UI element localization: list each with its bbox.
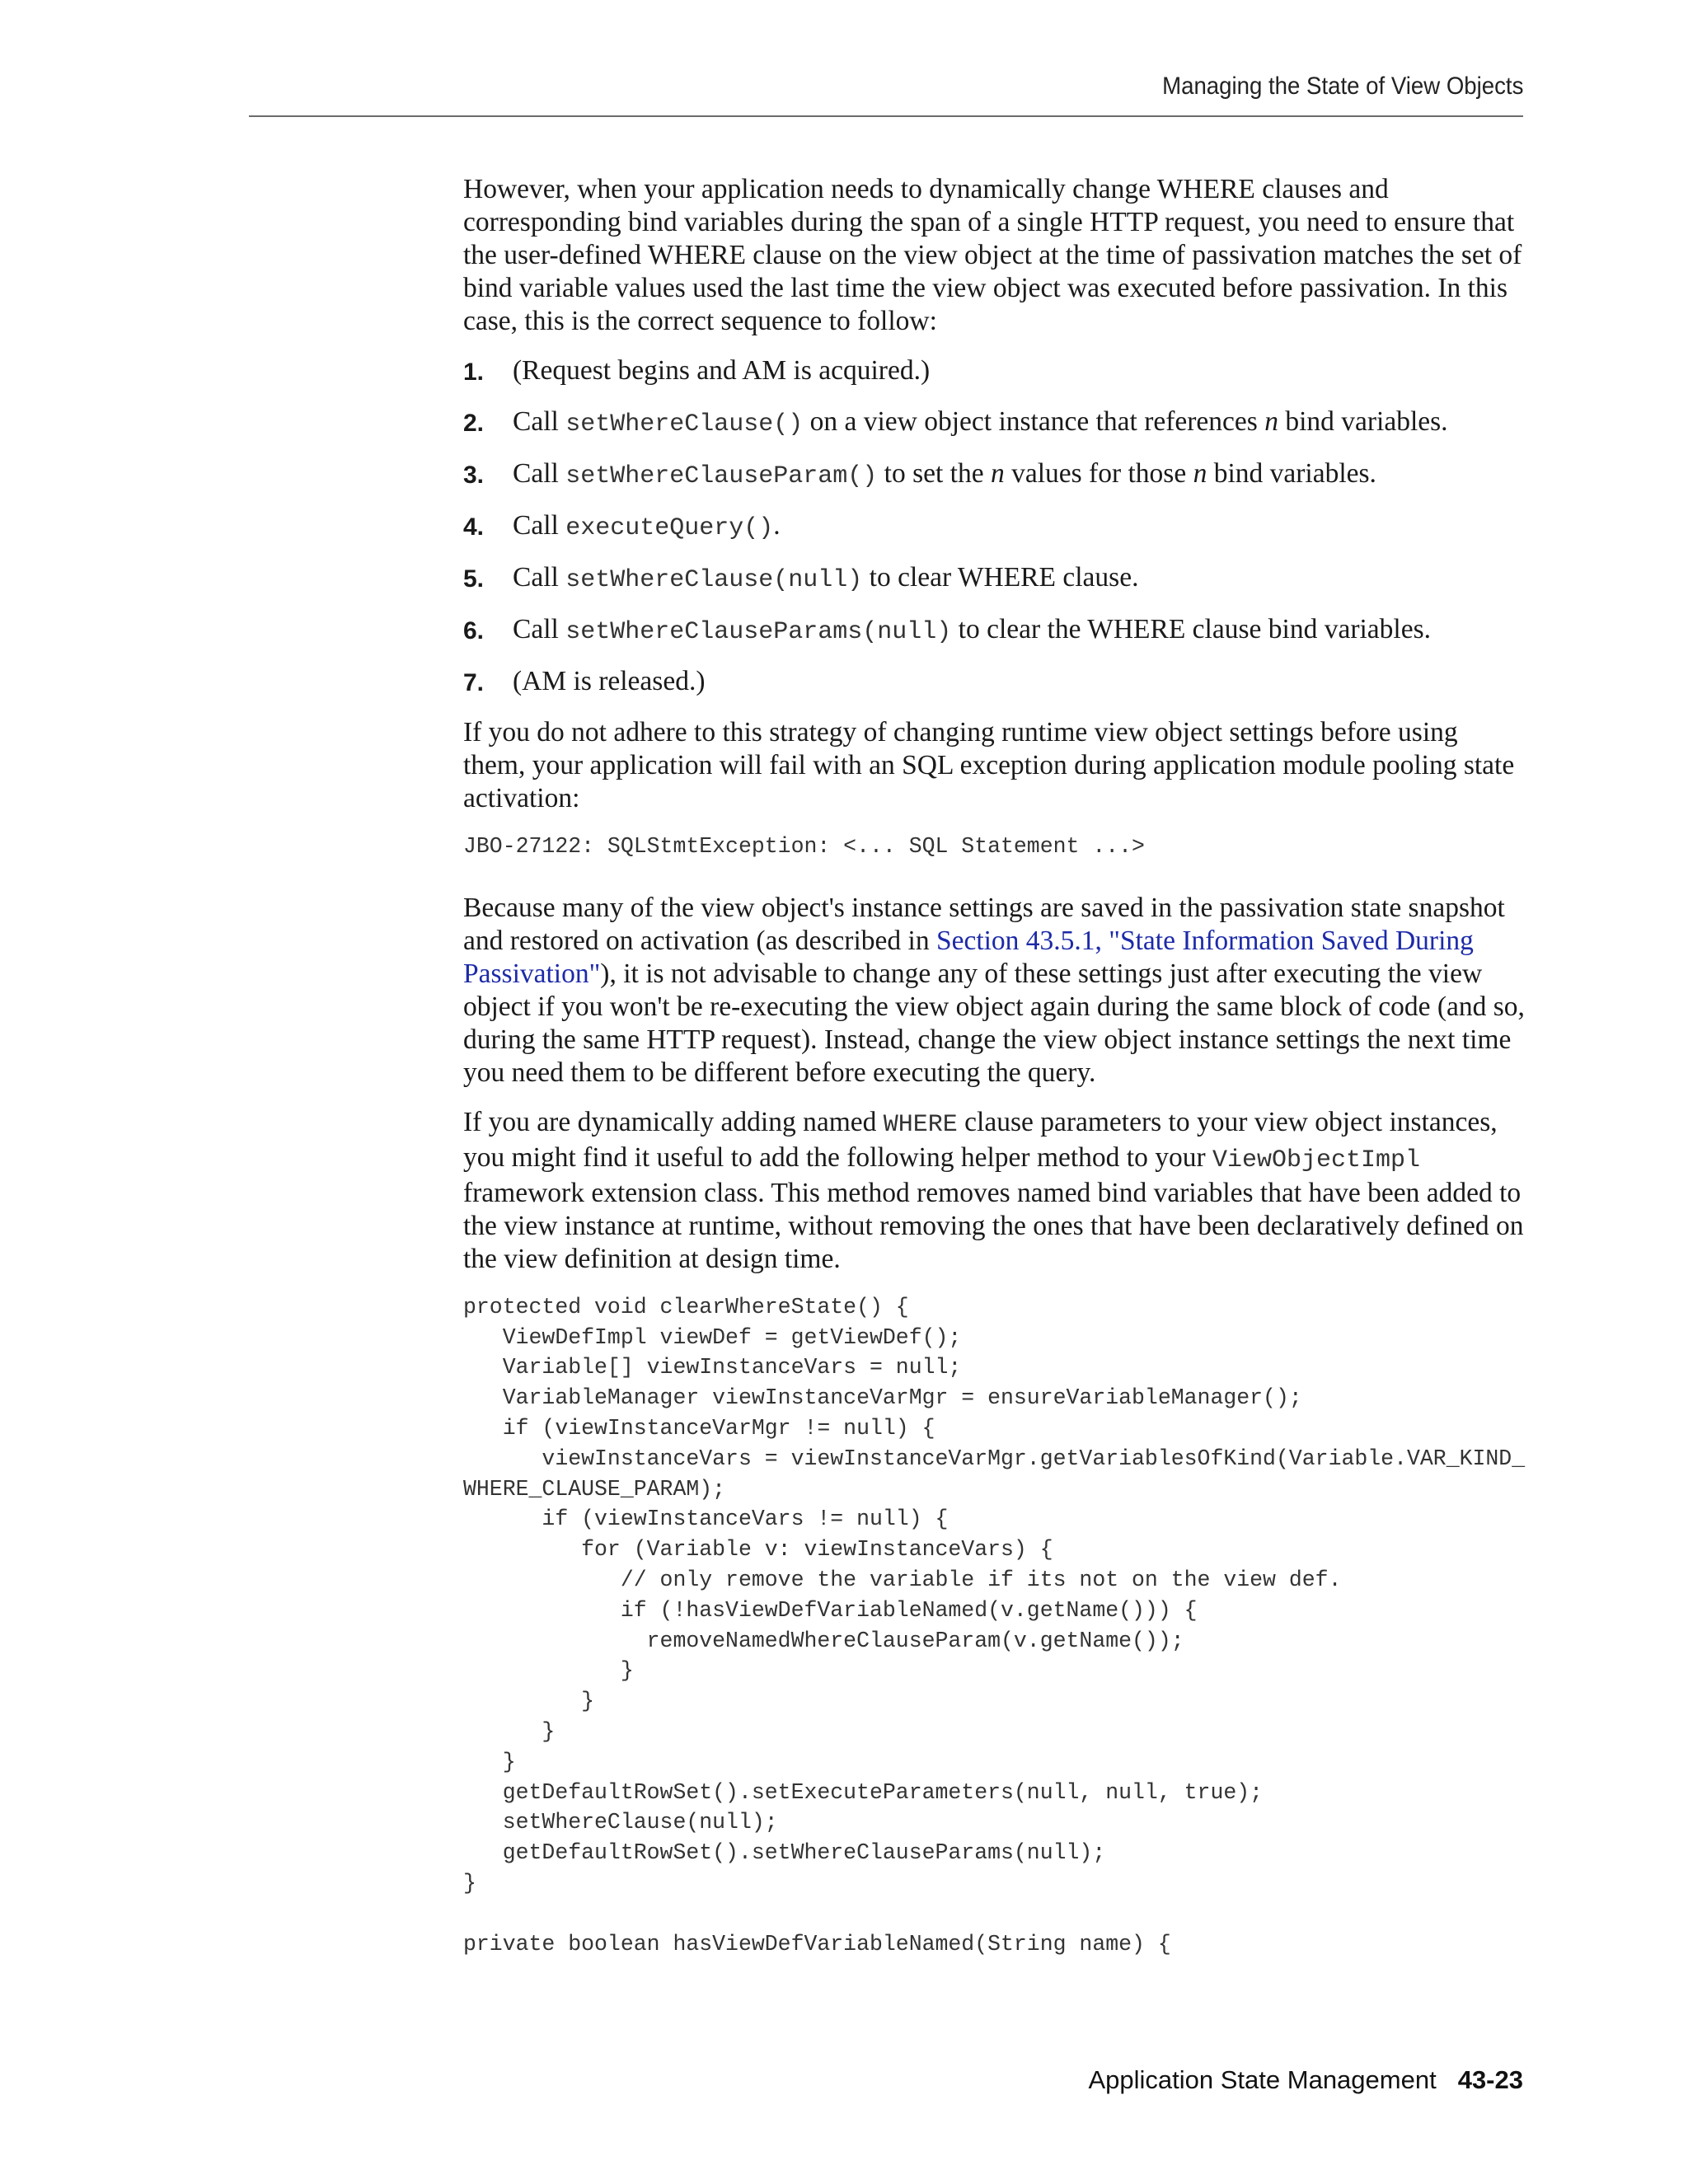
steps-list <box>463 354 1526 700</box>
italic-term: n <box>1264 406 1278 437</box>
step-number: 2. <box>463 410 485 437</box>
list-item <box>463 613 1526 649</box>
step-number: 4. <box>463 513 485 541</box>
step-number: 3. <box>463 462 485 489</box>
list-item <box>463 457 1526 493</box>
inline-code: setWhereClause(null) <box>565 566 863 594</box>
step-number: 7. <box>463 669 485 696</box>
section-link[interactable]: Section 43.5.1, "State Information Saved During Passivation" <box>463 925 1474 989</box>
step-text: (AM is released.) <box>513 666 706 696</box>
inline-code: executeQuery() <box>565 514 774 542</box>
inline-code: setWhereClauseParams(null) <box>565 618 952 646</box>
intro-paragraph: However, when your application needs to dynamically change WHERE clauses and corresponding bind variables during the span of a single HTTP request, you need to ensure that the user-defined WHERE clause on the view object at the time of passivation matches the set of bind variable values used the last time the view object was executed before passivation. In this case, this is the correct sequence to follow: <box>463 174 1522 336</box>
footer-section-title: Application State Management <box>1088 2065 1437 2094</box>
step-text: (Request begins and AM is acquired.) <box>513 355 931 386</box>
list-item <box>463 405 1526 441</box>
step-text: Call executeQuery(). <box>513 510 781 542</box>
inline-code: setWhereClauseParam() <box>565 462 878 490</box>
inline-code: ViewObjectImpl <box>1212 1146 1421 1174</box>
step-number: 5. <box>463 565 485 593</box>
exception-code-block: JBO-27122: SQLStmtException: <... SQL Statement ...> <box>463 834 1145 859</box>
page-footer <box>1088 2065 1523 2095</box>
helper-paragraph: If you are dynamically adding named WHERE clause parameters to your view object instances, you might find it useful to add the following helper method to your ViewObjectImpl framework extension class. This method removes named bind variables that have been added to the view instance at runtime, without removing the ones that have been declaratively defined on the view definition at design time. <box>463 1106 1524 1274</box>
page-body <box>463 173 1526 1989</box>
italic-term: n <box>990 458 1005 489</box>
page-number: 43-23 <box>1457 2065 1523 2094</box>
step-text: Call setWhereClauseParams(null) to clear the WHERE clause bind variables. <box>513 614 1431 646</box>
step-text: Call setWhereClauseParam() to set the n values for those n bind variables. <box>513 458 1376 490</box>
inline-code: WHERE <box>883 1110 958 1139</box>
passivation-paragraph: Because many of the view object's instance settings are saved in the passivation state snapshot and restored on activation (as described in Section 43.5.1, "State Information Saved During Passivation"), it is not advisable to change any of these settings just after executing the view object if you won't be re-executing the view object again during the same block of code (and so, during the same HTTP request). Instead, change the view object instance settings the next time you need them to be different before executing the query. <box>463 892 1525 1088</box>
code-listing: protected void clearWhereState() { ViewDefImpl viewDef = getViewDef(); Variable[] viewInstanceVars = null; VariableManager viewInstanceVarMgr = ensureVariableManager(); if (viewInstanceVarMgr != null) { viewInstanceVars = viewInstanceVarMgr.getVariablesOfKind(Variable.VAR_KIND_ WHERE_CLAUSE_PARAM); if (viewInstanceVars != null) { for (Variable v: viewInstanceVars) { // only remove the variable if its not on the view def. if (!hasViewDefVariableNamed(v.getName())) { removeNamedWhereClauseParam(v.getName()); } } } } getDefaultRowSet().setExecuteParameters(null, null, true); setWhereClause(null); getDefaultRowSet().setWhereClauseParams(null); } private boolean hasViewDefVariableNamed(String name) { <box>463 1294 1526 1957</box>
step-number: 6. <box>463 617 485 644</box>
list-item <box>463 561 1526 597</box>
list-item <box>463 665 1526 700</box>
italic-term: n <box>1193 458 1207 489</box>
running-header: Managing the State of View Objects <box>1161 73 1523 100</box>
header-rule <box>249 115 1523 117</box>
step-text: Call setWhereClause(null) to clear WHERE clause. <box>513 562 1139 594</box>
list-item <box>463 354 1526 389</box>
inline-code: setWhereClause() <box>565 410 804 438</box>
step-number: 1. <box>463 359 485 386</box>
strategy-paragraph: If you do not adhere to this strategy of changing runtime view object settings before using them, your application will fail with an SQL exception during application module pooling state activation: <box>463 717 1515 813</box>
step-text: Call setWhereClause() on a view object instance that references n bind variables. <box>513 406 1448 438</box>
list-item <box>463 509 1526 545</box>
